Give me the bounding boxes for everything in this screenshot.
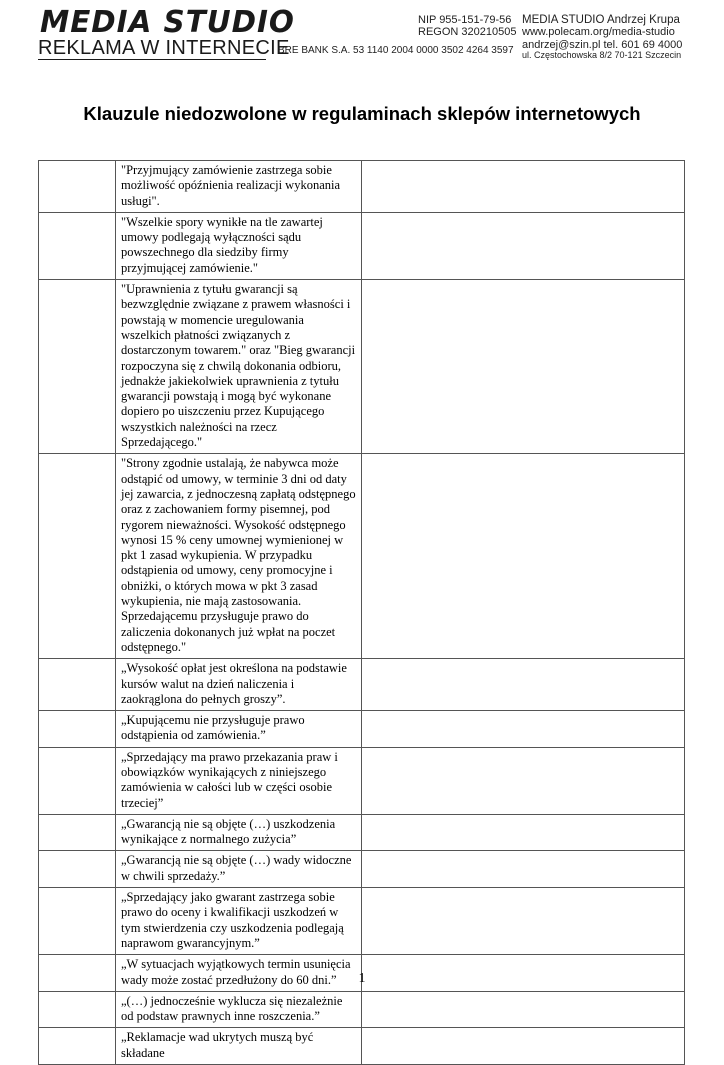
table-row bbox=[39, 711, 685, 748]
clause-text: "Wszelkie spory wynikłe na tle zawartej umowy podlegają wyłączności sądu powszechnego dla siedziby firmy przyjmującej zamówienie." bbox=[116, 212, 362, 279]
company-address: ul. Częstochowska 8/2 70-121 Szczecin bbox=[522, 50, 682, 60]
logo-underline bbox=[38, 59, 266, 60]
company-website: www.polecam.org/media-studio bbox=[522, 26, 675, 38]
clause-text: „Gwarancją nie są objęte (…) uszkodzenia wynikające z normalnego zużycia” bbox=[116, 814, 362, 851]
clauses-table bbox=[38, 160, 685, 1065]
clause-text: „Sprzedający jako gwarant zastrzega sobie prawo do oceny i kwalifikacji uszkodzeń w tym stwierdzenia czy uszkodzenia podlegają naprawom gwarancyjnym.” bbox=[116, 888, 362, 955]
regon-number: REGON 320210505 bbox=[418, 26, 517, 38]
clause-text: „(…) jednocześnie wyklucza się niezależnie od podstaw prawnych inne roszczenia.” bbox=[116, 991, 362, 1028]
company-logo-subtitle: REKLAMA W INTERNECIE bbox=[38, 37, 290, 59]
table-row bbox=[39, 1028, 685, 1065]
clause-text: „Kupującemu nie przysługuje prawo odstąpienia od zamówienia.” bbox=[116, 711, 362, 748]
bank-account: BRE BANK S.A. 53 1140 2004 0000 3502 4264 3597 bbox=[278, 45, 514, 56]
table-row bbox=[39, 851, 685, 888]
table-row bbox=[39, 991, 685, 1028]
company-name: MEDIA STUDIO Andrzej Krupa bbox=[522, 14, 680, 26]
table-row bbox=[39, 280, 685, 454]
clause-text: "Przyjmujący zamówienie zastrzega sobie możliwość opóźnienia realizacji wykonania usługi". bbox=[116, 161, 362, 213]
company-logo-title: MEDIA STUDIO bbox=[40, 5, 295, 40]
table-row bbox=[39, 659, 685, 711]
clause-text: "Uprawnienia z tytułu gwarancji są bezwzględnie związane z prawem własności i powstają w momencie uregulowania wszelkich płatności związanych z dostarczonym towarem." oraz "Bieg gwarancji rozpoczyna się z chwilą dokonania odbioru, jednakże jakiekolwiek uprawnienia z tytułu gwarancji powstają i mogą być wykonane dopiero po uiszczeniu przez Kupującego wszystkich należności na rzecz Sprzedającego." bbox=[116, 280, 362, 454]
table-row bbox=[39, 888, 685, 955]
table-row bbox=[39, 454, 685, 659]
page-number: 1 bbox=[358, 971, 366, 986]
document-title: Klauzule niedozwolone w regulaminach sklepów internetowych bbox=[83, 103, 641, 124]
table-row bbox=[39, 747, 685, 814]
clause-text: „Reklamacje wad ukrytych muszą być składane bbox=[116, 1028, 362, 1065]
clause-text: „Gwarancją nie są objęte (…) wady widoczne w chwili sprzedaży.” bbox=[116, 851, 362, 888]
table-row bbox=[39, 814, 685, 851]
clause-text: „W sytuacjach wyjątkowych termin usunięcia wady może zostać przedłużony do 60 dni.” bbox=[116, 955, 362, 992]
company-contact: andrzej@szin.pl tel. 601 69 4000 bbox=[522, 39, 683, 51]
clause-text: "Strony zgodnie ustalają, że nabywca może odstąpić od umowy, w terminie 3 dni od daty jej zawarcia, z jednoczesną zapłatą odstępnego oraz z zachowaniem formy pisemnej, pod rygorem nieważności. Wysokość odstępnego wynosi 15 % ceny umownej wymienionej w pkt 1 zasad wykupienia. W przypadku odstąpienia od umowy, ceny promocyjne i obniżki, o których mowa w pkt 3 zasad wykupienia, nie mają zastosowania. Sprzedającemu przysługuje prawo do zaliczenia dokonanych już wpłat na poczet odstępnego." bbox=[116, 454, 362, 659]
table-row bbox=[39, 161, 685, 213]
clause-text: „Wysokość opłat jest określona na podstawie kursów walut na dzień naliczenia i zaokrąglona do pełnych groszy”. bbox=[116, 659, 362, 711]
table-row bbox=[39, 212, 685, 279]
letterhead bbox=[0, 0, 724, 64]
clause-text: „Sprzedający ma prawo przekazania praw i obowiązków wynikających z niniejszego zamówienia w całości lub w części osobie trzeciej” bbox=[116, 747, 362, 814]
nip-number: NIP 955-151-79-56 bbox=[418, 14, 512, 26]
